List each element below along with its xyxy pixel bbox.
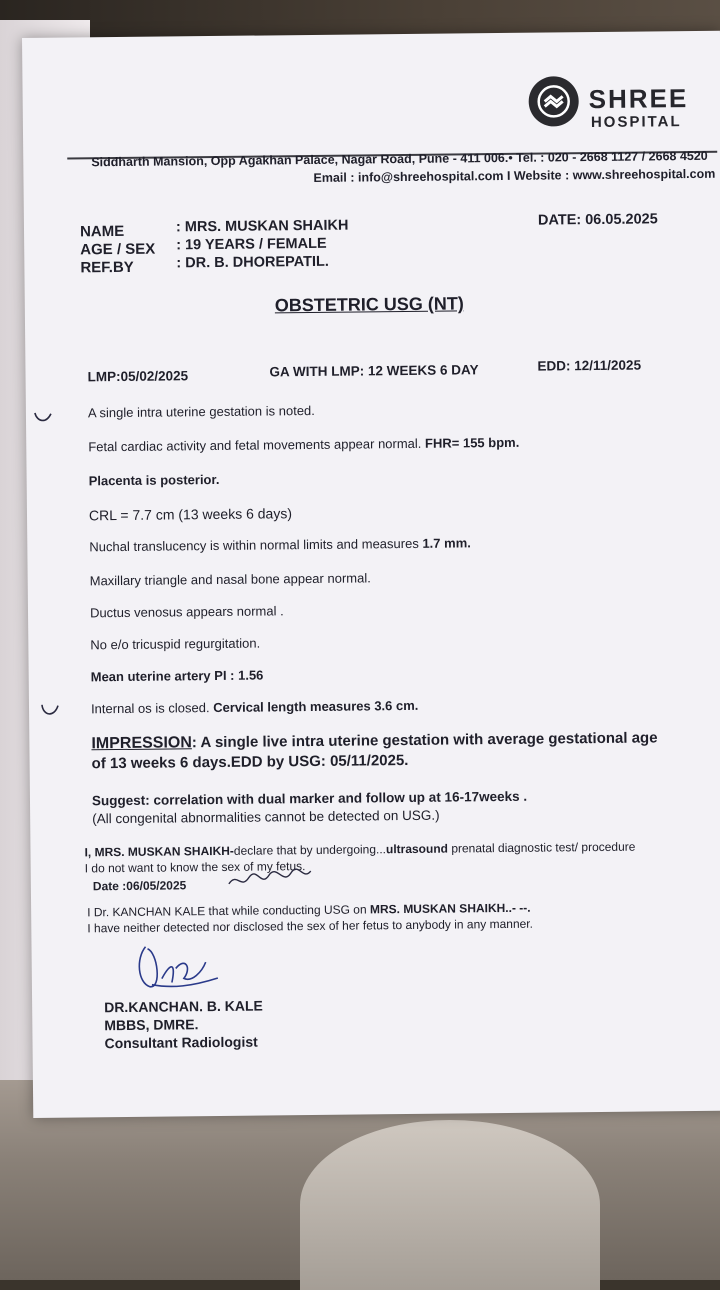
report-sheet: [22, 31, 720, 1118]
finding-3: Placenta is posterior.: [88, 471, 220, 489]
suggestion-line-2: (All congenital abnormalities cannot be detected on USG.): [92, 807, 440, 827]
age-label: AGE / SEX: [80, 240, 156, 259]
doctor-signature-icon: [131, 938, 222, 995]
finding-2-fhr: FHR= 155 bpm.: [424, 434, 520, 451]
finding-5: [89, 535, 471, 554]
suggestion-line-1: Suggest: correlation with dual marker and follow up at 16-17weeks .: [91, 788, 528, 809]
declaration-doctor-patient: MRS. MUSKAN SHAIKH..- --.: [369, 900, 531, 917]
ref-value: : DR. B. DHOREPATIL.: [176, 253, 329, 272]
finding-10: [91, 698, 418, 716]
hospital-name-line1: SHREE: [588, 83, 689, 115]
doctor-role: Consultant Radiologist: [104, 1033, 258, 1052]
declaration-patient: I, MRS. MUSKAN SHAIKH-: [84, 843, 234, 860]
declaration-date: Date :06/05/2025: [92, 878, 187, 894]
finding-5-measure: 1.7 mm.: [422, 535, 471, 551]
declaration-line-1: [84, 840, 635, 860]
declaration-line-5: I have neither detected nor disclosed the sex of her fetus to anybody in any manner.: [87, 916, 534, 936]
doctor-name: DR.KANCHAN. B. KALE: [104, 997, 263, 1016]
patient-signature-icon: [227, 867, 313, 892]
impression-line-1: [91, 729, 657, 753]
age-value: : 19 YEARS / FEMALE: [176, 235, 327, 254]
report-title: OBSTETRIC USG (NT): [274, 293, 464, 316]
impression-line-2: of 13 weeks 6 days.EDD by USG: 05/11/2025.: [91, 751, 409, 773]
edd: EDD: 12/11/2025: [537, 357, 642, 374]
declaration-doctor-text: I Dr. KANCHAN KALE that while conducting USG on: [87, 902, 371, 920]
ref-label: REF.BY: [80, 258, 134, 277]
declaration-text-b: prenatal diagnostic test/ procedure: [447, 839, 636, 856]
hospital-logo-icon: [528, 76, 579, 127]
report-date: DATE: 06.05.2025: [537, 211, 658, 229]
hospital-name-line2: HOSPITAL: [590, 113, 682, 132]
finding-9: Mean uterine artery PI : 1.56: [90, 667, 264, 685]
declaration-ultrasound: ultrasound: [385, 841, 449, 857]
finding-1: A single intra uterine gestation is noted.: [87, 402, 315, 421]
lmp: LMP:05/02/2025: [87, 368, 189, 385]
finding-6: Maxillary triangle and nasal bone appear normal.: [89, 570, 371, 589]
declaration-text-a: declare that by undergoing...: [233, 842, 387, 858]
impression-label: IMPRESSION: [91, 734, 192, 753]
background-knee: [300, 1120, 600, 1290]
finding-2: [88, 435, 519, 455]
pen-tick-icon: [32, 410, 54, 426]
impression-text-1: : A single live intra uterine gestation with average gestational age: [191, 729, 658, 752]
declaration-line-2: I do not want to know the sex of my fetus.: [84, 859, 306, 876]
finding-8: No e/o tricuspid regurgitation.: [90, 635, 261, 653]
doctor-degree: MBBS, DMRE.: [104, 1016, 199, 1034]
finding-10-cervical: Cervical length measures 3.6 cm.: [213, 697, 419, 716]
pen-tick-icon-2: [39, 702, 61, 720]
name-value: : MRS. MUSKAN SHAIKH: [175, 217, 349, 236]
name-label: NAME: [79, 222, 125, 241]
gestational-age: GA WITH LMP: 12 WEEKS 6 DAY: [269, 362, 479, 380]
finding-4: CRL = 7.7 cm (13 weeks 6 days): [88, 505, 293, 524]
hospital-contact: Email : info@shreehospital.com I Website : www.shreehospital.com: [313, 166, 716, 185]
finding-2-text: Fetal cardiac activity and fetal movements appear normal.: [88, 435, 422, 455]
finding-5-text: Nuchal translucency is within normal limits and measures: [89, 535, 419, 555]
hospital-address: Siddharth Mansion, Opp Agakhan Palace, Nagar Road, Pune - 411 006.• Tel. : 020 - 2668 1127 / 2668 4520: [91, 148, 708, 170]
finding-10-text: Internal os is closed.: [90, 700, 210, 717]
finding-7: Ductus venosus appears normal .: [89, 603, 284, 621]
